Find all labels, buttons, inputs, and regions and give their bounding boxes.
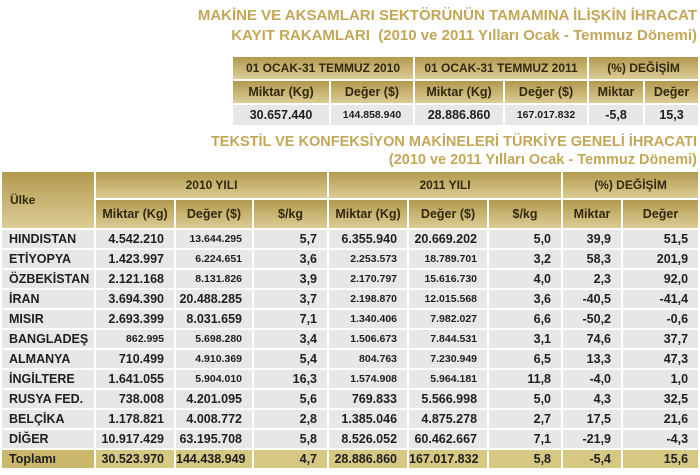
value-cell: 5,7 (254, 230, 327, 248)
value-cell: 769.833 (329, 390, 407, 408)
col-header: Miktar (Kg) (96, 200, 174, 228)
value-cell: 1.178.821 (96, 410, 174, 428)
value-cell: 51,5 (623, 230, 698, 248)
value-cell: 13,3 (563, 350, 621, 368)
value-cell: 1,0 (623, 370, 698, 388)
value-cell: 2.170.797 (329, 270, 407, 288)
value-cell: 11,8 (489, 370, 561, 388)
value-cell: 4,3 (563, 390, 621, 408)
value-cell: 167.017.832 (409, 450, 487, 468)
value-cell: 21,6 (623, 410, 698, 428)
value-cell: 4.201.095 (176, 390, 252, 408)
table-row (2, 270, 698, 288)
value-cell: 5,0 (489, 230, 561, 248)
value-cell: 5,8 (489, 450, 561, 468)
value-cell: 58,3 (563, 250, 621, 268)
value-cell: 3,6 (254, 250, 327, 268)
value-cell: 15,3 (645, 105, 698, 125)
group-header-change: (%) DEĞİŞİM (589, 57, 698, 79)
value-cell: 4.910.369 (176, 350, 252, 368)
value-cell: 738.008 (96, 390, 174, 408)
value-cell: 32,5 (623, 390, 698, 408)
value-cell: 20.669.202 (409, 230, 487, 248)
value-cell: 30.657.440 (233, 105, 329, 125)
col-header: Değer ($) (176, 200, 252, 228)
table2-sub-header-row (2, 200, 698, 228)
value-cell: 3,9 (254, 270, 327, 288)
section1-title-line1: MAKİNE VE AKSAMLARI SEKTÖRÜNÜN TAMAMINA İLİŞKİN İHRACAT (197, 7, 697, 24)
value-cell: 862.995 (96, 330, 174, 348)
textile-export-table (0, 170, 700, 470)
col-header: Miktar (Kg) (329, 200, 407, 228)
country-cell: BELÇİKA (2, 410, 94, 428)
value-cell: 804.763 (329, 350, 407, 368)
col-header: $/kg (489, 200, 561, 228)
table1-body (233, 105, 698, 125)
country-cell: İNGİLTERE (2, 370, 94, 388)
col-header: Miktar (563, 200, 621, 228)
value-cell: 39,9 (563, 230, 621, 248)
section1-title (0, 6, 697, 46)
table-row (2, 230, 698, 248)
value-cell: 1.506.673 (329, 330, 407, 348)
value-cell: 1.574.908 (329, 370, 407, 388)
table-row (2, 430, 698, 448)
value-cell: 1.423.997 (96, 250, 174, 268)
value-cell: 5,8 (254, 430, 327, 448)
value-cell: 4.875.278 (409, 410, 487, 428)
machinery-export-table (231, 55, 700, 127)
value-cell: 2,8 (254, 410, 327, 428)
value-cell: 3,1 (489, 330, 561, 348)
value-cell: 144.858.940 (331, 105, 413, 125)
total-row (2, 450, 698, 468)
table-row (2, 250, 698, 268)
country-cell: ETİYOPYA (2, 250, 94, 268)
value-cell: 6,6 (489, 310, 561, 328)
value-cell: 710.499 (96, 350, 174, 368)
value-cell: 167.017.832 (505, 105, 587, 125)
table-row (2, 390, 698, 408)
col-header: Miktar (Kg) (415, 81, 503, 103)
value-cell: -4,3 (623, 430, 698, 448)
value-cell: 3,4 (254, 330, 327, 348)
value-cell: 5.904.010 (176, 370, 252, 388)
value-cell: 2.253.573 (329, 250, 407, 268)
value-cell: 37,7 (623, 330, 698, 348)
value-cell: 15,6 (623, 450, 698, 468)
country-cell: ÖZBEKİSTAN (2, 270, 94, 288)
group-header-2011: 01 OCAK-31 TEMMUZ 2011 (415, 57, 587, 79)
value-cell: 5.964.181 (409, 370, 487, 388)
value-cell: 4,7 (254, 450, 327, 468)
table-row (2, 370, 698, 388)
value-cell: 3,2 (489, 250, 561, 268)
table-row (2, 290, 698, 308)
country-column-header: Ülke (2, 172, 94, 228)
value-cell: 92,0 (623, 270, 698, 288)
col-header: Değer (645, 81, 698, 103)
value-cell: 74,6 (563, 330, 621, 348)
table2-body (2, 230, 698, 468)
col-header: $/kg (254, 200, 327, 228)
value-cell: 7.230.949 (409, 350, 487, 368)
value-cell: 4.542.210 (96, 230, 174, 248)
value-cell: -4,0 (563, 370, 621, 388)
value-cell: 8.031.659 (176, 310, 252, 328)
value-cell: 2.198.870 (329, 290, 407, 308)
table1-sub-header-row (233, 81, 698, 103)
section2-title-line2: (2010 ve 2011 Yılları Ocak - Temmuz Dönemi) (388, 152, 697, 168)
country-cell: DİĞER (2, 430, 94, 448)
value-cell: 5.566.998 (409, 390, 487, 408)
value-cell: 28.886.860 (329, 450, 407, 468)
value-cell: 4,0 (489, 270, 561, 288)
value-cell: 63.195.708 (176, 430, 252, 448)
value-cell: 28.886.860 (415, 105, 503, 125)
value-cell: 17,5 (563, 410, 621, 428)
value-cell: -41,4 (623, 290, 698, 308)
value-cell: 3,7 (254, 290, 327, 308)
value-cell: 1.641.055 (96, 370, 174, 388)
value-cell: 2.121.168 (96, 270, 174, 288)
group-header-2010: 2010 YILI (96, 172, 327, 198)
value-cell: 15.616.730 (409, 270, 487, 288)
value-cell: 20.488.285 (176, 290, 252, 308)
value-cell: 3,6 (489, 290, 561, 308)
country-cell: BANGLADEŞ (2, 330, 94, 348)
value-cell: 5,4 (254, 350, 327, 368)
value-cell: 7.982.027 (409, 310, 487, 328)
value-cell: 30.523.970 (96, 450, 174, 468)
value-cell: -50,2 (563, 310, 621, 328)
section2-title (0, 133, 697, 169)
value-cell: -40,5 (563, 290, 621, 308)
value-cell: 6.355.940 (329, 230, 407, 248)
value-cell: 6,5 (489, 350, 561, 368)
group-header-2011: 2011 YILI (329, 172, 561, 198)
value-cell: 201,9 (623, 250, 698, 268)
value-cell: 2,7 (489, 410, 561, 428)
section1-title-line2: KAYIT RAKAMLARI (2010 ve 2011 Yılları Ocak - Temmuz Dönemi) (231, 27, 697, 44)
table-row (2, 410, 698, 428)
value-cell: 60.462.667 (409, 430, 487, 448)
value-cell: 7.844.531 (409, 330, 487, 348)
value-cell: 5,0 (489, 390, 561, 408)
value-cell: 144.438.949 (176, 450, 252, 468)
section2-title-line1: TEKSTİL VE KONFEKSİYON MAKİNELERİ TÜRKİYE GENELİ İHRACATI (210, 134, 697, 150)
table-row (2, 330, 698, 348)
table2-group-header-row (2, 172, 698, 198)
table-row (2, 350, 698, 368)
country-cell: İRAN (2, 290, 94, 308)
value-cell: 1.340.406 (329, 310, 407, 328)
country-cell: RUSYA FED. (2, 390, 94, 408)
country-cell: MISIR (2, 310, 94, 328)
group-header-2010: 01 OCAK-31 TEMMUZ 2010 (233, 57, 413, 79)
col-header: Miktar (Kg) (233, 81, 329, 103)
value-cell: -0,6 (623, 310, 698, 328)
value-cell: 3.694.390 (96, 290, 174, 308)
value-cell: 2.693.399 (96, 310, 174, 328)
table1-group-header-row (233, 57, 698, 79)
value-cell: 4.008.772 (176, 410, 252, 428)
value-cell: 16,3 (254, 370, 327, 388)
col-header: Miktar (589, 81, 643, 103)
total-label-cell: Toplamı (2, 450, 94, 468)
value-cell: -21,9 (563, 430, 621, 448)
value-cell: 5,6 (254, 390, 327, 408)
value-cell: 5.698.280 (176, 330, 252, 348)
value-cell: 47,3 (623, 350, 698, 368)
table-row (2, 310, 698, 328)
value-cell: 6.224.651 (176, 250, 252, 268)
value-cell: 1.385.046 (329, 410, 407, 428)
value-cell: 8.526.052 (329, 430, 407, 448)
value-cell: -5,4 (563, 450, 621, 468)
value-cell: 7,1 (489, 430, 561, 448)
group-header-change: (%) DEĞİŞİM (563, 172, 698, 198)
col-header: Değer (623, 200, 698, 228)
value-cell: 12.015.568 (409, 290, 487, 308)
value-cell: 13.644.295 (176, 230, 252, 248)
col-header: Değer ($) (331, 81, 413, 103)
country-cell: ALMANYA (2, 350, 94, 368)
col-header: Değer ($) (505, 81, 587, 103)
value-cell: 8.131.826 (176, 270, 252, 288)
table-row (233, 105, 698, 125)
value-cell: 18.789.701 (409, 250, 487, 268)
value-cell: 10.917.429 (96, 430, 174, 448)
country-cell: HINDISTAN (2, 230, 94, 248)
col-header: Değer ($) (409, 200, 487, 228)
value-cell: 7,1 (254, 310, 327, 328)
value-cell: 2,3 (563, 270, 621, 288)
value-cell: -5,8 (589, 105, 643, 125)
